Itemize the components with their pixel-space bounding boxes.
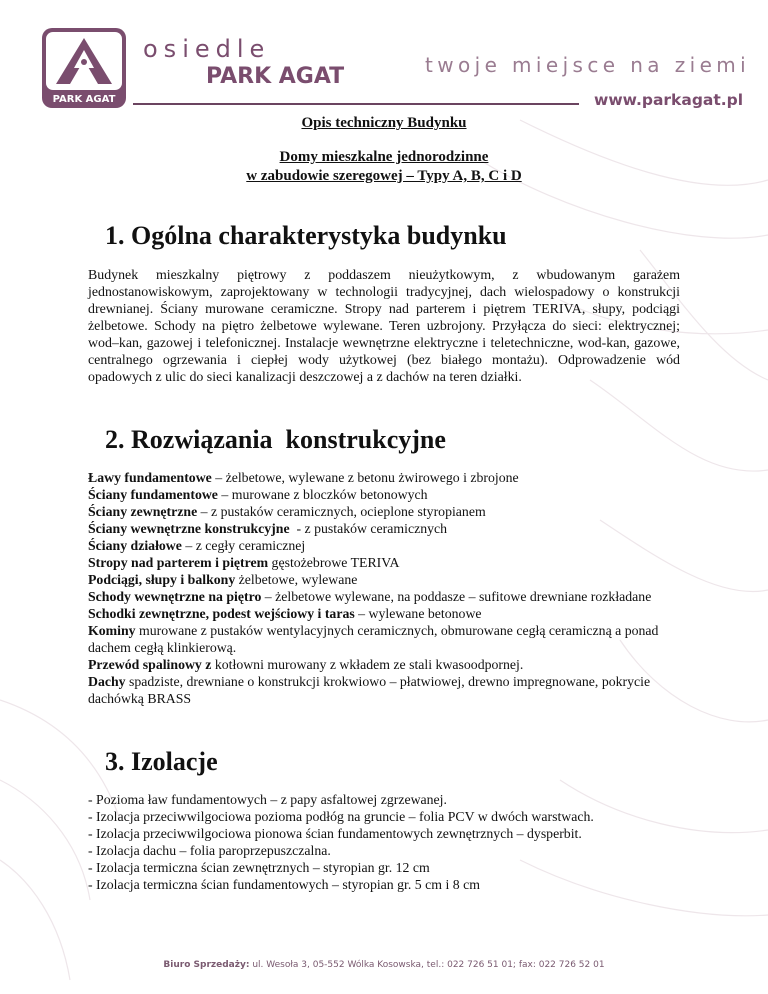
list-item: - Izolacja przeciwwilgociowa pionowa ścian fundamentowych zewnętrznych – dysperbit. [88, 826, 582, 841]
logo-text: PARK AGAT [52, 94, 116, 105]
list-item: Przewód spalinowy z kotłowni murowany z wkładem ze stali kwasoodpornej. [88, 657, 524, 672]
list-item: Ściany wewnętrzne konstrukcyjne - z pustaków ceramicznych [88, 521, 448, 536]
list-item: Ściany zewnętrzne – z pustaków ceramicznych, ocieplone styropianem [88, 504, 486, 519]
list-item: - Izolacja przeciwwilgociowa pozioma podłóg na gruncie – folia PCV w dwóch warstwach. [88, 809, 594, 824]
section-3-heading: 3. Izolacje [105, 747, 218, 776]
list-item: - Izolacja termiczna ścian fundamentowych – styropian gr. 5 cm i 8 cm [88, 877, 480, 892]
insulation-list [88, 791, 680, 893]
list-item: - Pozioma ław fundamentowych – z papy asfaltowej zgrzewanej. [88, 792, 447, 807]
tagline: twoje miejsce na ziemi [425, 53, 751, 77]
construction-list [88, 469, 680, 707]
list-item: Schodki zewnętrzne, podest wejściowy i taras – wylewane betonowe [88, 606, 482, 621]
list-item: - Izolacja dachu – folia paroprzepuszczalna. [88, 843, 331, 858]
footer-text: ul. Wesoła 3, 05-552 Wólka Kosowska, tel.: 022 726 51 01; fax: 022 726 52 01 [249, 960, 605, 970]
section-1-body: Budynek mieszkalny piętrowy z poddaszem nieużytkowym, z wbudowanym garażem jednostanowiskowym, zaprojektowany w technologii tradycyjnej, dach wielospadowy o konstrukcji drewnianej. Ściany murowane ceramiczne. Stropy nad parterem i piętrem TERIVA, słupy, podciągi żelbetowe. Schody na piętro żelbetowe wylewane. Teren uzbrojony. Przyłącza do sieci: elektrycznej; wod–kan, gazowej i telefonicznej. Instalacje wewnętrzne elektryczne i teletechniczne, wod-kan, gazowe, centralnego ogrzewania i ciepłej wody użytkowej (bez białego montażu). Odprowadzenie wód opadowych z ulic do sieci kanalizacji deszczowej a z dachów na teren działki. [88, 268, 680, 385]
header-divider [133, 103, 579, 105]
brand-name: PARK AGAT [206, 64, 345, 89]
list-item: Ściany fundamentowe – murowane z bloczków betonowych [88, 487, 428, 502]
list-item: - Izolacja termiczna ścian zewnętrznych – styropian gr. 12 cm [88, 860, 430, 875]
brand-word: osiedle [143, 35, 271, 63]
website-link[interactable]: www.parkagat.pl [594, 91, 744, 109]
footer-label: Biuro Sprzedaży: [163, 960, 250, 970]
list-item: Ściany działowe – z cegły ceramicznej [88, 538, 306, 553]
document-title: Opis techniczny Budynku [301, 115, 467, 131]
subtitle-line-1: Domy mieszkalne jednorodzinne [279, 149, 489, 165]
list-item: Ławy fundamentowe – żelbetowe, wylewane z betonu żwirowego i zbrojone [88, 470, 519, 485]
list-item: Dachy spadziste, drewniane o konstrukcji krokwiowo – płatwiowej, drewno impregnowane, pokrycie dachówką BRASS [88, 674, 651, 706]
section-1-heading: 1. Ogólna charakterystyka budynku [105, 221, 507, 250]
subtitle-line-2: w zabudowie szeregowej – Typy A, B, C i D [246, 168, 522, 184]
list-item: Stropy nad parterem i piętrem gęstożebrowe TERIVA [88, 555, 400, 570]
list-item: Schody wewnętrzne na piętro – żelbetowe wylewane, na poddasze – sufitowe drewniane rozkładane [88, 589, 652, 604]
park-agat-logo [42, 28, 126, 108]
list-item: Kominy murowane z pustaków wentylacyjnych ceramicznych, obmurowane cegłą ceramiczną a ponad dachem cegłą klinkierową. [88, 623, 659, 655]
list-item: Podciągi, słupy i balkony żelbetowe, wylewane [88, 572, 358, 587]
footer-contact [0, 960, 768, 970]
document-body [88, 112, 680, 893]
section-2-heading: 2. Rozwiązania konstrukcyjne [105, 425, 446, 454]
document-subtitle [88, 148, 680, 186]
